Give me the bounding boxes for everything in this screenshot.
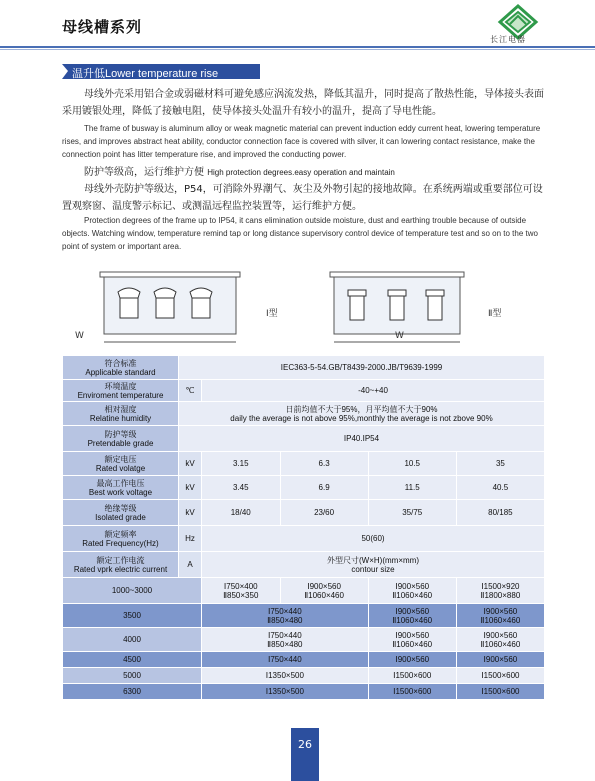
dim-label-w1: W xyxy=(75,331,84,341)
table-cell: 35/75 xyxy=(368,500,456,526)
table-cell: 6.9 xyxy=(280,476,368,500)
table-row xyxy=(63,426,545,452)
contour-size-header: 外型尺寸(W×H)(mm×mm) contour size xyxy=(202,552,545,578)
table-row xyxy=(63,552,545,578)
table-cell: Ⅰ750×440 Ⅱ850×480 xyxy=(202,628,369,652)
table-cell: Ⅰ1350×500 xyxy=(202,684,369,700)
frequency-unit: Hz xyxy=(179,526,202,552)
table-cell: Ⅰ900×560 xyxy=(456,652,544,668)
table-cell: Ⅰ900×560 Ⅱ1060×460 xyxy=(368,628,456,652)
type2-label: Ⅱ型 xyxy=(488,309,502,319)
table-cell: Ⅰ900×560 Ⅱ1060×460 xyxy=(456,628,544,652)
table-row xyxy=(63,668,545,684)
table-row xyxy=(63,356,545,380)
table-cell: 80/185 xyxy=(456,500,544,526)
current-unit: A xyxy=(179,552,202,578)
busway-type1-diagram xyxy=(98,270,248,348)
standard-label: 符合标准 Applicable standard xyxy=(63,356,179,380)
env-temp-label: 环境温度 Enviroment temperature xyxy=(63,380,179,402)
current-range-label: 4000 xyxy=(63,628,202,652)
table-row xyxy=(63,604,545,628)
insulation-label: 绝缘等级 Isolated grade xyxy=(63,500,179,526)
table-cell: Ⅰ1500×600 xyxy=(456,668,544,684)
header-divider-thin xyxy=(0,49,595,50)
frequency-label: 额定频率 Rated Frequency(Hz) xyxy=(63,526,179,552)
paragraph-2-heading-en: High protection degrees.easy operation and maintain xyxy=(207,168,395,177)
type1-label: Ⅰ型 xyxy=(266,309,278,319)
section-title-bar xyxy=(62,64,260,79)
table-cell: 35 xyxy=(456,452,544,476)
table-cell: Ⅰ1500×920 Ⅱ1800×880 xyxy=(456,578,544,604)
arrow-icon xyxy=(62,64,68,79)
frequency-value: 50(60) xyxy=(202,526,545,552)
header-divider xyxy=(0,46,595,48)
current-range-label: 6300 xyxy=(63,684,202,700)
env-temp-unit: ℃ xyxy=(179,380,202,402)
rated-voltage-label: 额定电压 Rated volatge xyxy=(63,452,179,476)
table-cell: Ⅰ900×560 Ⅱ1060×460 xyxy=(368,604,456,628)
dim-label-w2: W xyxy=(395,331,404,341)
table-cell: Ⅰ750×400 Ⅱ850×350 xyxy=(202,578,281,604)
table-cell: 11.5 xyxy=(368,476,456,500)
page-title: 母线槽系列 xyxy=(62,18,143,36)
table-cell: Ⅰ900×560 xyxy=(368,652,456,668)
best-voltage-label: 最高工作电压 Best work voltage xyxy=(63,476,179,500)
insulation-unit: kV xyxy=(179,500,202,526)
standard-value: IEC363-5-54.GB/T8439-2000.JB/T9639-1999 xyxy=(179,356,545,380)
paragraph-2-en: Protection degrees of the frame up to IP54, it cans elimination outside moisture, dust and earthing trouble because of outside objects. Watching window, temperature remind tap or long distance supervisory control device of temperature test and so on to the two point of system or important area. xyxy=(62,216,538,251)
paragraph-2-cn: 母线外壳防护等级达，P54，可消除外界潮气、灰尘及外物引起的接地故障。在系统两端或重要部位可设置观察窗、温度警示标记、或测温远程监控装置等，运行维护方便。 xyxy=(62,184,543,212)
table-row xyxy=(63,526,545,552)
table-cell: Ⅰ750×440 xyxy=(202,652,369,668)
current-label: 额定工作电流 Rated vprk electric current xyxy=(63,552,179,578)
table-cell: 40.5 xyxy=(456,476,544,500)
table-cell: 10.5 xyxy=(368,452,456,476)
best-voltage-unit: kV xyxy=(179,476,202,500)
table-row xyxy=(63,476,545,500)
paragraph-2-heading xyxy=(62,164,547,181)
env-temp-value: -40~+40 xyxy=(202,380,545,402)
logo-text: 长江电器 xyxy=(490,35,526,44)
table-row xyxy=(63,578,545,604)
table-cell: Ⅰ1500×600 xyxy=(368,668,456,684)
section-title: 温升低Lower temperature rise xyxy=(72,68,219,80)
table-cell: Ⅰ750×440 Ⅱ850×480 xyxy=(202,604,369,628)
protection-value: IP40.IP54 xyxy=(179,426,545,452)
current-range-label: 5000 xyxy=(63,668,202,684)
protection-label: 防护等级 Pretendable grade xyxy=(63,426,179,452)
table-cell: 23/60 xyxy=(280,500,368,526)
table-row xyxy=(63,628,545,652)
paragraph-1-en: The frame of busway is aluminum alloy or weak magnetic material can prevent induction eddy current heat, lowering temperature rises, and improves abstract heat ability, conductor connection face is covered with silver, it can lowering contact resistance, make the connection point has litter temperature rise, and improved the conducting power. xyxy=(62,124,541,159)
current-range-label: 3500 xyxy=(63,604,202,628)
table-cell: 3.15 xyxy=(202,452,281,476)
table-row xyxy=(63,452,545,476)
table-cell: 3.45 xyxy=(202,476,281,500)
current-range-label: 1000~3000 xyxy=(63,578,202,604)
table-cell: 18/40 xyxy=(202,500,281,526)
table-row xyxy=(63,500,545,526)
table-cell: 6.3 xyxy=(280,452,368,476)
paragraph-2-heading-cn: 防护等级高，运行维护方便 xyxy=(84,167,204,178)
page-number-bar xyxy=(291,728,319,781)
table-cell: Ⅰ1350×500 xyxy=(202,668,369,684)
page-number: 26 xyxy=(298,738,312,751)
humidity-value: 日前均值不大于95%，月平均值不大于90% daily the average is not above 95%,monthly the average is not zbove 90% xyxy=(179,402,545,426)
spec-table xyxy=(62,355,545,700)
humidity-label: 相对湿度 Relatine humidity xyxy=(63,402,179,426)
table-cell: Ⅰ1500×600 xyxy=(368,684,456,700)
table-row xyxy=(63,652,545,668)
table-cell: Ⅰ900×560 Ⅱ1060×460 xyxy=(280,578,368,604)
current-range-label: 4500 xyxy=(63,652,202,668)
table-row xyxy=(63,402,545,426)
table-row xyxy=(63,380,545,402)
table-cell: Ⅰ900×560 Ⅱ1060×460 xyxy=(456,604,544,628)
table-row xyxy=(63,684,545,700)
rated-voltage-unit: kV xyxy=(179,452,202,476)
paragraph-1-cn: 母线外壳采用铝合金或弱磁材料可避免感应涡流发热，降低其温升，同时提高了散热性能，导体接头表面采用镀银处理，降低了接触电阻，使导体接头处温升有较小的温升，提高了导电性能。 xyxy=(62,89,544,117)
table-cell: Ⅰ1500×600 xyxy=(456,684,544,700)
table-cell: Ⅰ900×560 Ⅱ1060×460 xyxy=(368,578,456,604)
